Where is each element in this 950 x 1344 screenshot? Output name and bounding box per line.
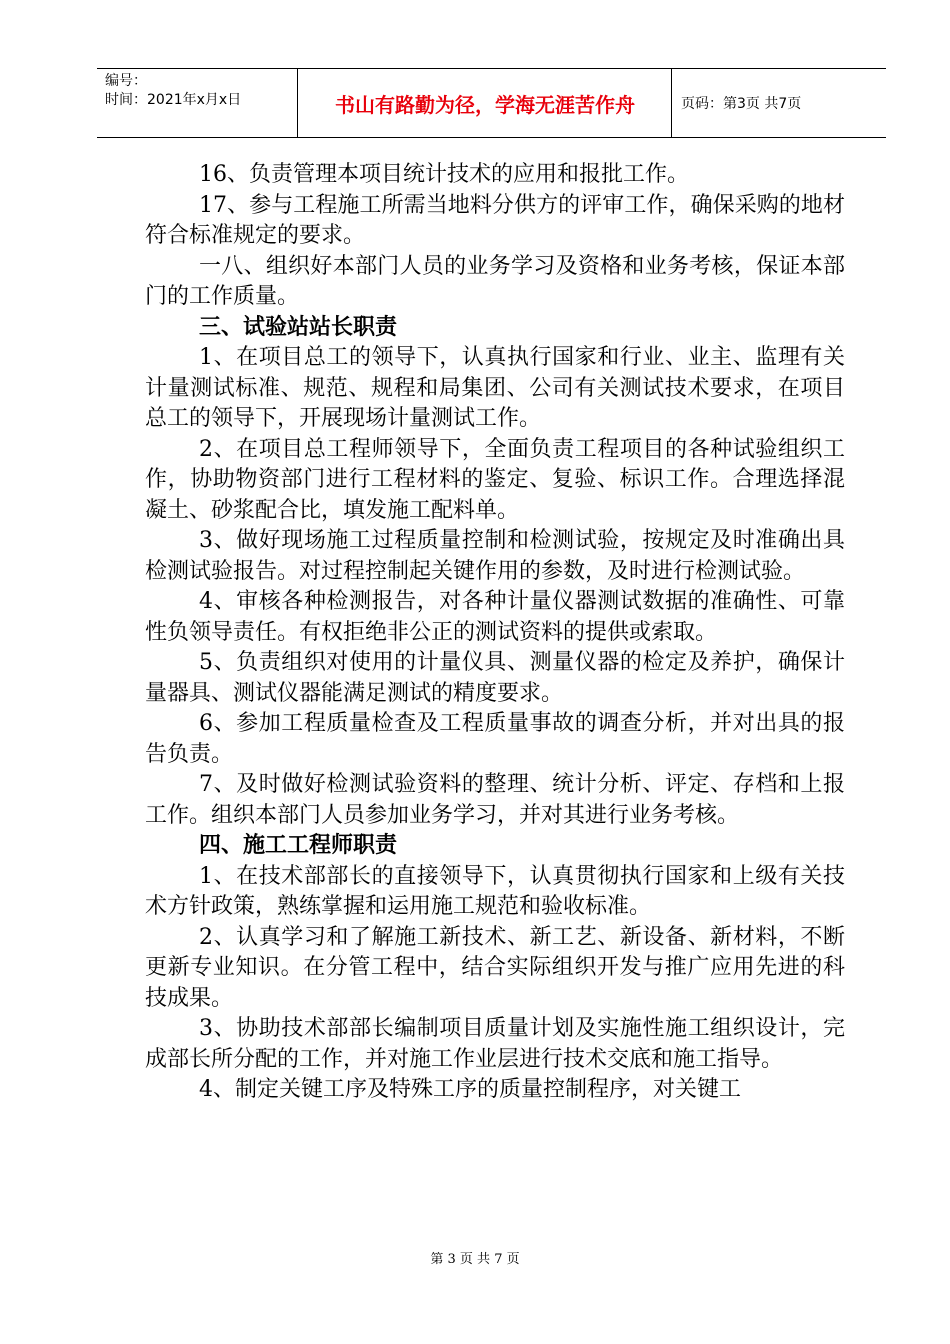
paragraph: 1、在技术部部长的直接领导下，认真贯彻执行国家和上级有关技术方针政策，熟练掌握和运用施工规范和验收标准。 bbox=[145, 863, 845, 919]
paragraph: 7、及时做好检测试验资料的整理、统计分析、评定、存档和上报工作。组织本部门人员参加业务学习，并对其进行业务考核。 bbox=[145, 772, 845, 828]
header-divider bbox=[297, 69, 298, 137]
paragraph: 2、在项目总工程师领导下，全面负责工程项目的各种试验组织工作，协助物资部门进行工程材料的鉴定、复验、标识工作。合理选择混凝土、砂浆配合比，填发施工配料单。 bbox=[145, 436, 845, 523]
paragraph: 16、负责管理本项目统计技术的应用和报批工作。 bbox=[199, 162, 689, 187]
section-heading: 四、施工工程师职责 bbox=[199, 833, 398, 858]
paragraph: 2、认真学习和了解施工新技术、新工艺、新设备、新材料，不断更新专业知识。在分管工程中，结合实际组织开发与推广应用先进的科技成果。 bbox=[145, 924, 845, 1011]
paragraph: 17、参与工程施工所需当地料分供方的评审工作，确保采购的地材符合标准规定的要求。 bbox=[145, 192, 845, 248]
header-motto: 书山有路勤为径，学海无涯苦作舟 bbox=[335, 92, 635, 117]
paragraph: 3、做好现场施工过程质量控制和检测试验，按规定及时准确出具检测试验报告。对过程控制起关键作用的参数，及时进行检测试验。 bbox=[145, 528, 845, 584]
page-footer: 第 3 页 共 7 页 bbox=[430, 1252, 520, 1267]
document-time-label: 时间：2021年x月x日 bbox=[105, 92, 242, 108]
document-body bbox=[145, 160, 845, 1106]
section-heading: 三、试验站站长职责 bbox=[199, 314, 398, 340]
paragraph: 6、参加工程质量检查及工程质量事故的调查分析，并对出具的报告负责。 bbox=[145, 711, 845, 767]
document-number-label: 编号： bbox=[105, 73, 147, 89]
page-header bbox=[97, 68, 886, 138]
paragraph: 5、负责组织对使用的计量仪具、测量仪器的检定及养护，确保计量器具、测试仪器能满足测试的精度要求。 bbox=[145, 650, 845, 706]
header-page-label: 页码：第3页 共7页 bbox=[681, 96, 802, 112]
paragraph: 一八、组织好本部门人员的业务学习及资格和业务考核，保证本部门的工作质量。 bbox=[145, 253, 845, 309]
paragraph: 3、协助技术部部长编制项目质量计划及实施性施工组织设计，完成部长所分配的工作，并对施工作业层进行技术交底和施工指导。 bbox=[145, 1016, 845, 1072]
header-meta bbox=[105, 72, 297, 110]
header-divider bbox=[671, 69, 672, 137]
paragraph: 4、制定关键工序及特殊工序的质量控制程序，对关键工 bbox=[199, 1077, 741, 1102]
paragraph: 4、审核各种检测报告，对各种计量仪器测试数据的准确性、可靠性负领导责任。有权拒绝非公正的测试资料的提供或索取。 bbox=[145, 589, 845, 645]
paragraph: 1、在项目总工的领导下，认真执行国家和行业、业主、监理有关计量测试标准、规范、规程和局集团、公司有关测试技术要求，在项目总工的领导下，开展现场计量测试工作。 bbox=[145, 345, 845, 431]
